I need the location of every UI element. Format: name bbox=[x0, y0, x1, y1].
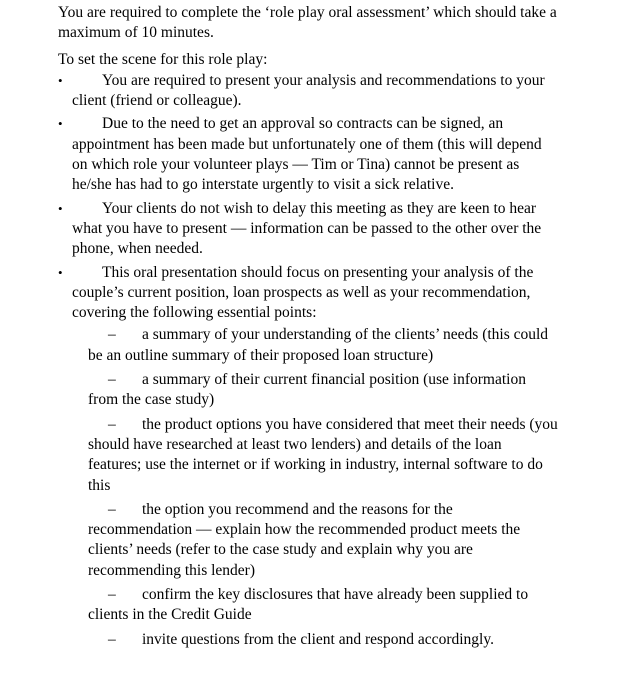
bullet-item-2 bbox=[58, 114, 558, 195]
bullet-text: This oral presentation should focus on presenting your analysis of the couple’s current position, loan prospects as well as your recommendation, covering the following essential points: bbox=[72, 263, 534, 322]
essential-points-list bbox=[72, 325, 558, 649]
bullet-icon: • bbox=[58, 116, 63, 132]
document-body bbox=[58, 3, 558, 654]
dash-icon: – bbox=[108, 415, 116, 433]
dash-icon: – bbox=[108, 500, 116, 518]
bullet-item-1 bbox=[58, 71, 558, 112]
point-text: a summary of your understanding of the clients’ needs (this could be an outline summary of their proposed loan structure) bbox=[88, 326, 549, 364]
point-text: confirm the key disclosures that have already been supplied to clients in the Credit Guide bbox=[88, 586, 529, 624]
dash-icon: – bbox=[108, 630, 116, 648]
point-text: the option you recommend and the reasons for the recommendation — explain how the recommended product meets the clients’ needs (refer to the case study and explain why you are recommending this lender) bbox=[88, 500, 521, 579]
bullet-text: Your clients do not wish to delay this meeting as they are keen to hear what you have to present — information can be passed to the other over the phone, when needed. bbox=[72, 199, 542, 258]
point-text: a summary of their current financial position (use information from the case study) bbox=[88, 371, 526, 409]
intro-paragraph: You are required to complete the ‘role play oral assessment’ which should take a maximum of 10 minutes. bbox=[58, 4, 557, 42]
point-text: the product options you have considered that meet their needs (you should have researched at least two lenders) and details of the loan features; use the internet or if working in industry, internal software to do this bbox=[88, 415, 558, 494]
point-item-1 bbox=[72, 325, 558, 366]
bullet-icon: • bbox=[58, 200, 63, 216]
bullet-text: Due to the need to get an approval so contracts can be signed, an appointment has been made but unfortunately one of them (this will depend on which role your volunteer plays — Tim or Tina) cannot be present as he/she has had to go interstate urgently to visit a sick relative. bbox=[72, 115, 542, 194]
bullet-icon: • bbox=[58, 72, 63, 88]
point-item-2 bbox=[72, 370, 558, 411]
bullet-item-4 bbox=[58, 263, 558, 650]
dash-icon: – bbox=[108, 586, 116, 604]
bullet-list bbox=[58, 71, 558, 650]
point-item-5 bbox=[72, 585, 558, 626]
bullet-item-3 bbox=[58, 199, 558, 260]
dash-icon: – bbox=[108, 371, 116, 389]
point-item-3 bbox=[72, 415, 558, 496]
point-item-4 bbox=[72, 500, 558, 581]
dash-icon: – bbox=[108, 326, 116, 344]
point-item-6 bbox=[72, 630, 558, 650]
bullet-text: You are required to present your analysis and recommendations to your client (friend or colleague). bbox=[72, 71, 545, 110]
bullet-icon: • bbox=[58, 264, 63, 280]
point-text: invite questions from the client and respond accordingly. bbox=[142, 630, 494, 648]
scene-heading: To set the scene for this role play: bbox=[58, 50, 268, 68]
